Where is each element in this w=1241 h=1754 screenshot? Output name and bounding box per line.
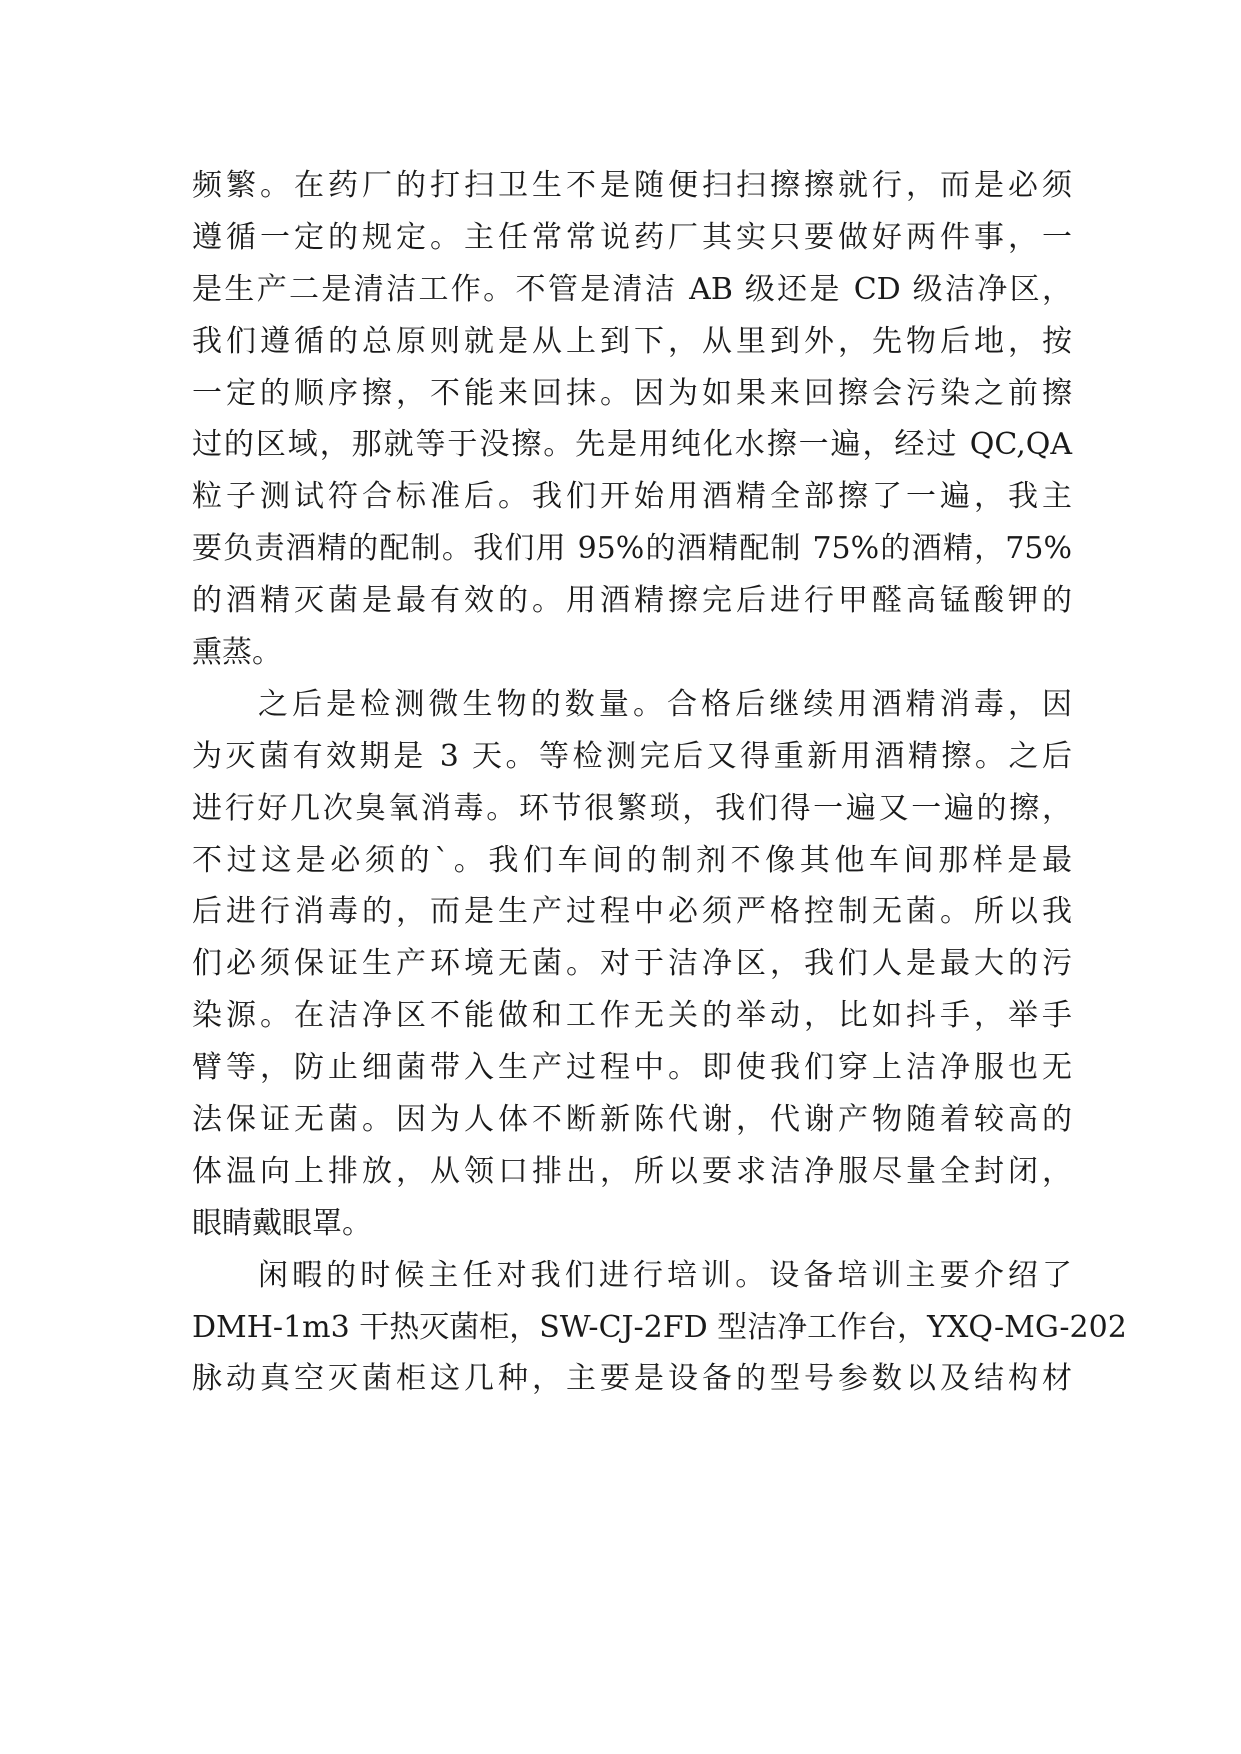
text-line: 粒子测试符合标准后。我们开始用酒精全部擦了一遍，我主 xyxy=(192,479,1072,515)
text-line: 们必须保证生产环境无菌。对于洁净区，我们人是最大的污 xyxy=(192,946,1072,982)
text-line: 后进行消毒的，而是生产过程中必须严格控制无菌。所以我 xyxy=(192,894,1072,930)
text-line: 频繁。在药厂的打扫卫生不是随便扫扫擦擦就行，而是必须 xyxy=(192,168,1072,203)
text-line: 我们遵循的总原则就是从上到下，从里到外，先物后地，按 xyxy=(192,323,1072,359)
text-line: 过的区域，那就等于没擦。先是用纯化水擦一遍，经过 QC,QA xyxy=(192,427,1072,463)
text-line: 体温向上排放，从领口排出，所以要求洁净服尽量全封闭， xyxy=(192,1153,1072,1189)
text-line: 一定的顺序擦，不能来回抹。因为如果来回擦会污染之前擦 xyxy=(192,375,1072,411)
text-line: 的酒精灭菌是最有效的。用酒精擦完后进行甲醛高锰酸钾的 xyxy=(192,583,1072,619)
text-line: 脉动真空灭菌柜这几种，主要是设备的型号参数以及结构材 xyxy=(192,1361,1072,1397)
text-line: 法保证无菌。因为人体不断新陈代谢，代谢产物随着较高的 xyxy=(192,1102,1072,1138)
text-line: 进行好几次臭氧消毒。环节很繁琐，我们得一遍又一遍的擦， xyxy=(192,790,1072,826)
text-line: 闲暇的时候主任对我们进行培训。设备培训主要介绍了 xyxy=(258,1257,1072,1293)
text-line: 眼睛戴眼罩。 xyxy=(192,1205,372,1241)
body-text xyxy=(192,160,1127,1405)
text-line: 熏蒸。 xyxy=(192,635,282,671)
text-line: 染源。在洁净区不能做和工作无关的举动，比如抖手，举手 xyxy=(192,998,1072,1034)
text-line: 遵循一定的规定。主任常常说药厂其实只要做好两件事，一 xyxy=(192,219,1072,255)
text-line: 不过这是必须的`。我们车间的制剂不像其他车间那样是最 xyxy=(192,842,1072,878)
text-line: 臂等，防止细菌带入生产过程中。即使我们穿上洁净服也无 xyxy=(192,1050,1072,1086)
text-line: 要负责酒精的配制。我们用 95%的酒精配制 75%的酒精，75% xyxy=(192,531,1072,567)
text-line: 之后是检测微生物的数量。合格后继续用酒精消毒，因 xyxy=(258,686,1072,722)
text-line: DMH-1m3 干热灭菌柜，SW-CJ-2FD 型洁净工作台，YXQ-MG-202 xyxy=(192,1309,1127,1345)
text-line: 是生产二是清洁工作。不管是清洁 AB 级还是 CD 级洁净区， xyxy=(192,271,1072,307)
text-line: 为灭菌有效期是 3 天。等检测完后又得重新用酒精擦。之后 xyxy=(192,738,1072,774)
